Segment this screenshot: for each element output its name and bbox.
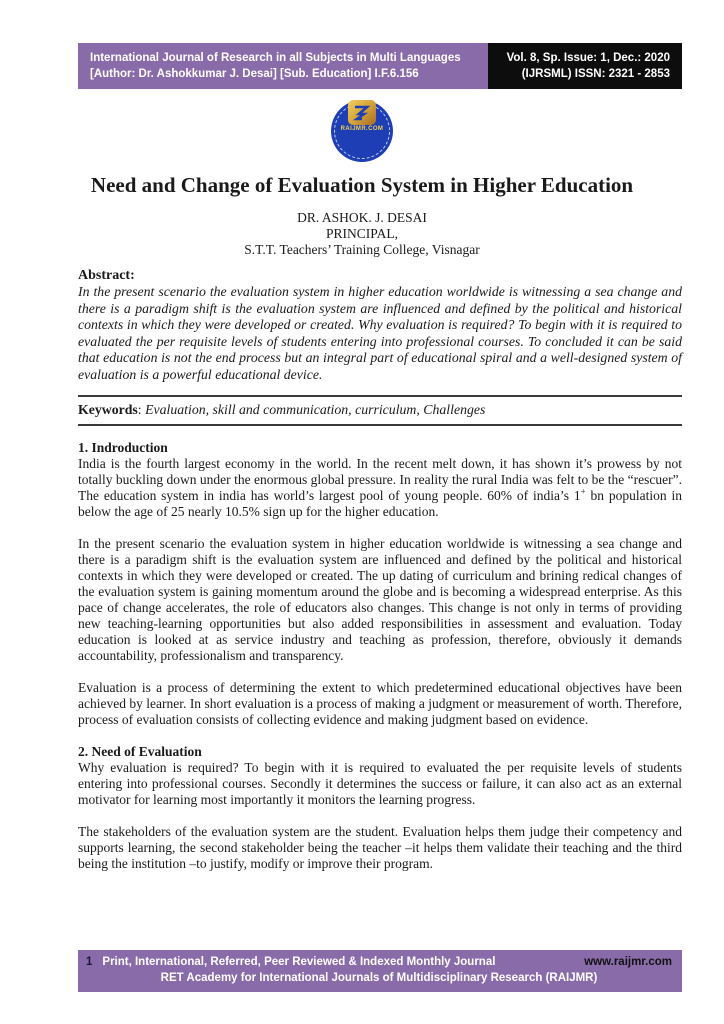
journal-header (78, 43, 682, 89)
abstract-label: Abstract: (78, 268, 135, 283)
volume-issue-info: Vol. 8, Sp. Issue: 1, Dec.: 2020 (506, 52, 670, 64)
author-affiliation: S.T.T. Teachers’ Training College, Visnagar (244, 242, 480, 257)
intro-paragraph-1 (78, 456, 682, 520)
keywords-separator: : (137, 401, 146, 417)
author-name: DR. ASHOK. J. DESAI (297, 210, 427, 225)
footer-academy-line: RET Academy for International Journals of Multidisciplinary Research (RAIJMR) (160, 972, 598, 984)
issn-info: (IJRSML) ISSN: 2321 - 2853 (521, 68, 670, 80)
author-block (0, 210, 724, 258)
intro-paragraph-3: Evaluation is a process of determining the extent to which predetermined educational objectives have been achieved by learner. In short evaluation is a process of making a judgment or measurement of worth. Therefore, process of evaluation consists of collecting evidence and making judgment based on evidence. (78, 679, 682, 727)
logo-swoosh-icon (353, 105, 371, 121)
footer-line-1 (86, 955, 672, 970)
section-heading-need-of-evaluation: 2. Need of Evaluation (78, 743, 202, 759)
logo-site-label: RAIJMR.COM (340, 126, 384, 132)
footer-journal-line: Print, International, Referred, Peer Reviewed & Indexed Monthly Journal (102, 956, 496, 968)
need-paragraph-1: Why evaluation is required? To begin with it is required to evaluated the per requisite levels of students entering into professional courses. Secondly it determines the success or failure, it can also act as an external motivator for learning most importantly it monitors the learning progress. (78, 759, 682, 807)
intro-paragraph-2: In the present scenario the evaluation system in higher education worldwide is witnessing a sea change and there is a paradigm shift is the evaluation system are influenced and defined by the political and historical contexts in which they were developed or created. The up dating of curriculum and brining redical changes of the evaluation system is gaining momentum around the globe and is becoming a widespread enterprise. As this pace of change accelerates, the role of educators also changes. This change is not only in terms of providing new teaching-learning opportunities but also added responsibilities in assessment and evaluation. Today education is looked at as service industry and teaching as profession, therefore, obviously it demands accountability, professionalism and transparency. (78, 535, 682, 663)
footer-website: www.raijmr.com (584, 956, 672, 968)
author-meta: [Author: Dr. Ashokkumar J. Desai] [Sub. Education] I.F.6.156 (90, 68, 419, 80)
keywords-value: Evaluation, skill and communication, curriculum, Challenges (145, 401, 486, 417)
paper-title: Need and Change of Evaluation System in Higher Education (90, 173, 634, 197)
journal-header-left (78, 43, 488, 89)
journal-name: International Journal of Research in all Subjects in Multi Languages (90, 52, 461, 64)
keywords-label: Keywords (78, 401, 138, 417)
keywords-divider-bottom (78, 424, 682, 426)
abstract-section (78, 267, 682, 384)
section-heading-introduction: 1. Indroduction (78, 439, 168, 455)
author-role: PRINCIPAL, (326, 226, 398, 241)
keywords-row (78, 397, 682, 424)
intro-paragraph-1-text: India is the fourth largest economy in the world. In the recent melt down, it has shown it’s prowess by not totally buckling down under the enormous global pressure. In reality the rural India was felt to be the “rescuer”. The education system in india has world’s largest pool of young people. 60% of india’s 1 (78, 455, 682, 503)
journal-header-right (488, 43, 682, 89)
raijmr-logo-icon (331, 100, 393, 162)
need-paragraph-2: The stakeholders of the evaluation system are the student. Evaluation helps them judge their competency and supports learning, the second stakeholder being the teacher –it helps them validate their teaching and the third being the institution –to justify, modify or improve their program. (78, 823, 682, 871)
intro-paragraph-1-cont: bn population in below the age of 25 nearly 10.5% sign up for the higher education. (78, 487, 682, 519)
article-body (78, 267, 682, 872)
logo-emblem-icon (348, 100, 376, 125)
page-number: 1 (86, 956, 93, 968)
abstract-text: In the present scenario the evaluation system in higher education worldwide is witnessing a sea change and there is a paradigm shift is the evaluation system are influenced and defined by the political and historical contexts in which they were developed or created. Why evaluation is required? To begin with it is required to evaluated the per requisite levels of students entering into professional courses. To concluded it can be said that education is not the end process but an integral part of educational spiral and a well-designed system of evaluation is a powerful educational device. (78, 284, 682, 382)
journal-footer (78, 950, 682, 992)
superscript-plus: + (580, 486, 586, 497)
